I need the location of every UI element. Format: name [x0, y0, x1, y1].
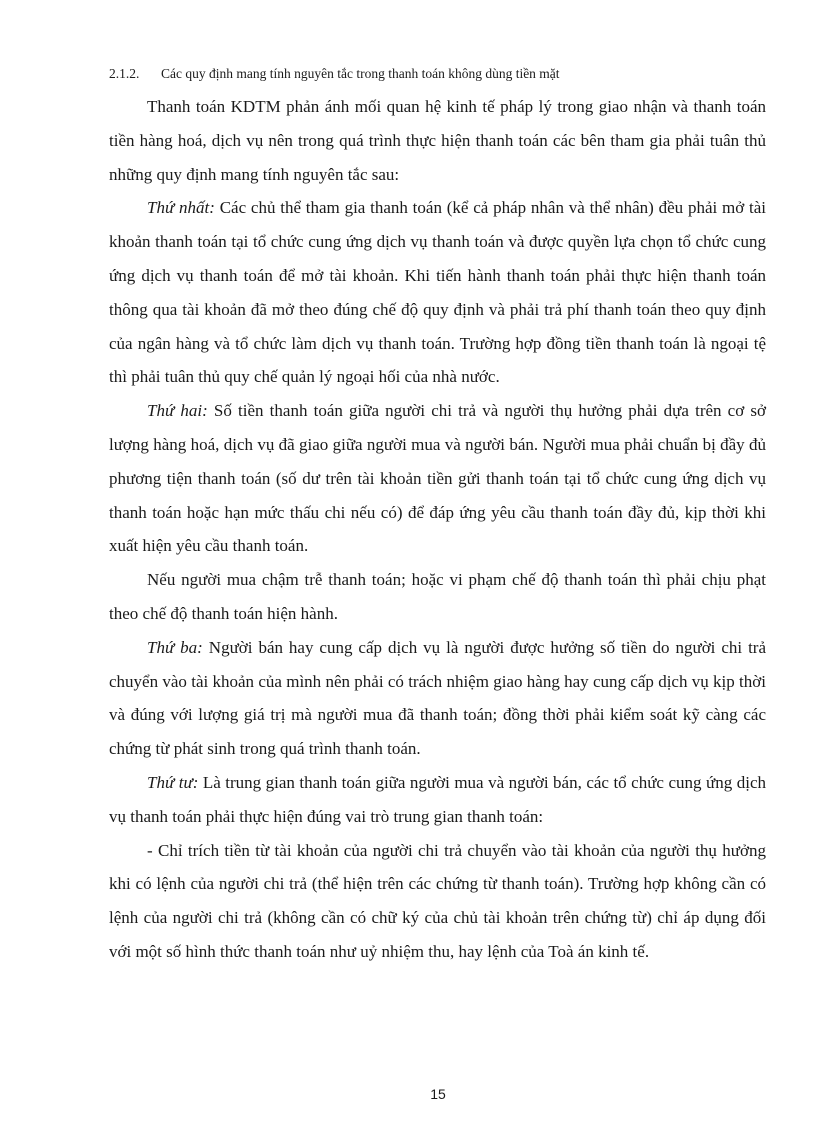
section-number: 2.1.2.	[109, 66, 140, 81]
paragraph-fourth-principle	[109, 766, 766, 834]
paragraph-second-principle	[109, 394, 766, 563]
paragraph-text: Người bán hay cung cấp dịch vụ là người được hưởng số tiền do người chi trả chuyển vào tài khoản của mình nên phải có trách nhiệm giao hàng hay cung cấp dịch vụ kịp thời và đúng với lượng giá trị mà người mua đã thanh toán; đồng thời phải kiểm soát kỹ càng các chứng từ phát sinh trong quá trình thanh toán.	[109, 637, 766, 759]
paragraph-lead: Thứ nhất:	[147, 198, 215, 218]
paragraph-text: Thanh toán KDTM phản ánh mối quan hệ kinh tế pháp lý trong giao nhận và thanh toán tiền hàng hoá, dịch vụ nên trong quá trình thực hiện thanh toán các bên tham gia phải tuân thủ những quy định mang tính nguyên tắc sau:	[109, 97, 766, 184]
paragraph-text: - Chỉ trích tiền từ tài khoản của người chi trả chuyển vào tài khoản của người thụ hưởng khi có lệnh của người chi trả (thể hiện trên các chứng từ thanh toán). Trường hợp không cần có lệnh của người chi trả (không cần có chữ ký của chủ tài khoản trên chứng từ) chỉ áp dụng đối với một số hình thức thanh toán như uỷ nhiệm thu, hay lệnh của Toà án kinh tế.	[109, 840, 766, 961]
paragraph-bullet-debit-rule	[109, 834, 766, 969]
paragraph-text: Là trung gian thanh toán giữa người mua và người bán, các tổ chức cung ứng dịch vụ thanh toán phải thực hiện đúng vai trò trung gian thanh toán:	[109, 772, 766, 826]
section-title: Các quy định mang tính nguyên tắc trong thanh toán không dùng tiền mặt	[161, 66, 560, 81]
paragraph-lead: Thứ ba:	[147, 637, 203, 657]
paragraph-text: Số tiền thanh toán giữa người chi trả và người thụ hưởng phải dựa trên cơ sở lượng hàng hoá, dịch vụ đã giao giữa người mua và người bán. Người mua phải chuẩn bị đầy đủ phương tiện thanh toán (số dư trên tài khoản tiền gửi thanh toán tại tổ chức cung ứng dịch vụ thanh toán hoặc hạn mức thấu chi nếu có) để đáp ứng yêu cầu thanh toán đầy đủ, kịp thời khi xuất hiện yêu cầu thanh toán.	[109, 401, 766, 556]
paragraph-text: Nếu người mua chậm trễ thanh toán; hoặc vi phạm chế độ thanh toán thì phải chịu phạt theo chế độ thanh toán hiện hành.	[109, 570, 766, 623]
paragraph-lead: Thứ hai:	[147, 401, 208, 421]
paragraph-text: Các chủ thể tham gia thanh toán (kể cả pháp nhân và thể nhân) đều phải mở tài khoản thanh toán tại tổ chức cung ứng dịch vụ thanh toán và được quyền lựa chọn tổ chức cung ứng dịch vụ thanh toán để mở tài khoản. Khi tiến hành thanh toán phải thực hiện thanh toán thông qua tài khoản đã mở theo đúng chế độ quy định và phải trả phí thanh toán theo quy định của ngân hàng và tổ chức làm dịch vụ thanh toán. Trường hợp đồng tiền thanh toán là ngoại tệ thì phải tuân thủ quy chế quản lý ngoại hối của nhà nước.	[109, 198, 766, 387]
paragraph-intro	[109, 90, 766, 191]
paragraph-third-principle	[109, 631, 766, 766]
paragraph-lead: Thứ tư:	[147, 772, 199, 792]
paragraph-late-payment	[109, 563, 766, 631]
page-number: 15	[430, 1086, 446, 1102]
document-page	[109, 64, 766, 969]
paragraph-first-principle	[109, 191, 766, 394]
section-heading	[109, 64, 766, 84]
